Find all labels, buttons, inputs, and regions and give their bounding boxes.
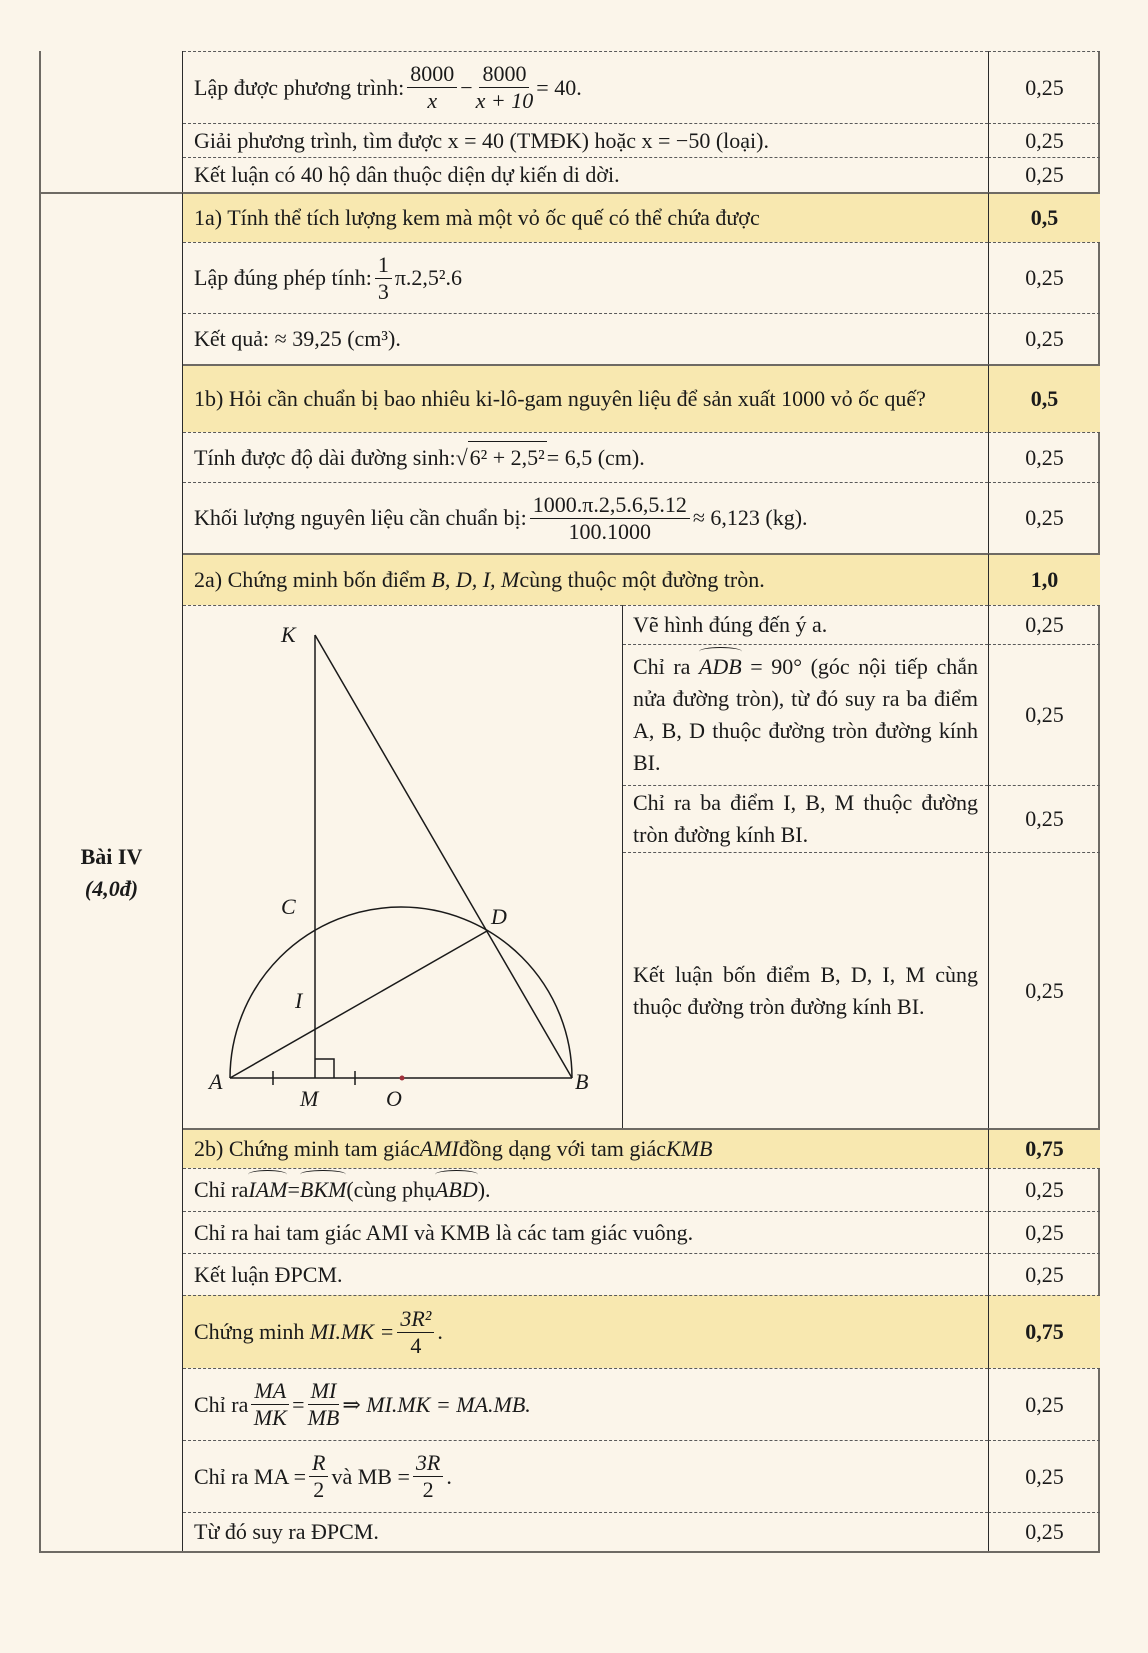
fraction: $\frac{1}{3}$ bbox=[375, 252, 392, 305]
part-2b-header: 2b) Chứng minh tam giác AMI đồng dạng với tam giác KMB bbox=[183, 1128, 988, 1168]
fraction: $\frac{8000}{x + 10}$ bbox=[475, 61, 534, 113]
segment-KB bbox=[315, 635, 572, 1078]
part-1b-header: 1b) Hỏi cần chuẩn bị bao nhiêu ki-lô-gam nguyên liệu để sản xuất 1000 vỏ ốc quế? bbox=[183, 364, 988, 432]
row-2a-conclusion: Kết luận bốn điểm B, D, I, M cùng thuộc đường tròn đường kính BI. bbox=[623, 852, 988, 1128]
row-conclusion: Kết luận có 40 hộ dân thuộc diện dự kiến di dời. bbox=[183, 157, 988, 192]
score: 0,25 bbox=[988, 1440, 1100, 1512]
section-title: Bài IV bbox=[80, 843, 143, 869]
fraction: $\frac{R}{2}$ bbox=[309, 1450, 328, 1503]
row-2c-ratio: Chỉ ra $\frac{MA}{MK}$ = $\frac{MI}{MB}$ ⇒ MI.MK = MA.MB. bbox=[183, 1368, 988, 1440]
label-B: B bbox=[575, 1069, 589, 1094]
label-C: C bbox=[281, 894, 296, 919]
score: 0,25 bbox=[988, 432, 1100, 482]
row-2c-conclusion: Từ đó suy ra ĐPCM. bbox=[183, 1512, 988, 1551]
part-2b-score: 0,75 bbox=[988, 1128, 1100, 1168]
part-1a-header: 1a) Tính thể tích lượng kem mà một vỏ ốc quế có thể chứa được bbox=[183, 192, 988, 242]
score: 0,25 bbox=[988, 313, 1100, 364]
score: 0,25 bbox=[988, 157, 1100, 192]
label-I: I bbox=[295, 988, 303, 1013]
fraction: $\frac{\text{3R²}}{4}$ bbox=[397, 1306, 434, 1359]
row-1b-slant: Tính được độ dài đường sinh: √ 6² + 2,5² = 6,5 (cm). bbox=[183, 432, 988, 482]
part-2c-score: 0,75 bbox=[988, 1295, 1100, 1368]
score: 0,25 bbox=[988, 51, 1100, 123]
score: 0,25 bbox=[988, 1512, 1100, 1551]
row-equation: Lập được phương trình: $\frac{8000}{x}$ − $\frac{8000}{x + 10}$ = 40. bbox=[183, 51, 988, 123]
section-label bbox=[41, 192, 183, 1551]
part-1a-score: 0,5 bbox=[988, 192, 1100, 242]
semicircle bbox=[230, 907, 572, 1078]
score: 0,25 bbox=[988, 1168, 1100, 1211]
grading-table bbox=[39, 51, 1100, 1553]
score: 0,25 bbox=[988, 605, 1100, 644]
geometry-diagram bbox=[183, 606, 623, 1127]
fraction: $\frac{3R}{2}$ bbox=[413, 1450, 443, 1503]
score: 0,25 bbox=[988, 123, 1100, 157]
part-2a-score: 1,0 bbox=[988, 553, 1100, 605]
row-1b-mass: Khối lượng nguyên liệu cần chuẩn bị: $\frac{1000.\pi.2,5.6,5.12}{100.1000}$ ≈ 6,123 (kg). bbox=[183, 482, 988, 553]
label-K: K bbox=[281, 622, 296, 647]
row-2b-angles: Chỉ ra IAM = BKM (cùng phụ ABD ). bbox=[183, 1168, 988, 1211]
score: 0,25 bbox=[988, 482, 1100, 553]
fraction: $\frac{MI}{MB}$ bbox=[307, 1378, 340, 1430]
score: 0,25 bbox=[988, 1368, 1100, 1440]
section-label-empty bbox=[41, 51, 183, 192]
label-O: O bbox=[386, 1086, 402, 1111]
score: 0,25 bbox=[988, 1211, 1100, 1253]
geometry-figure bbox=[183, 605, 623, 1128]
row-2a-angle: Chỉ ra ADB = 90° (góc nội tiếp chắn nửa đường tròn), từ đó suy ra ba điểm A, B, D thuộc đường tròn đường kính BI. bbox=[623, 644, 988, 785]
part-2c-header: Chứng minh MI.MK = $\frac{\text{3R²}}{4}$ . bbox=[183, 1295, 988, 1368]
row-1a-formula: Lập đúng phép tính: $\frac{1}{3}$ π.2,5².6 bbox=[183, 242, 988, 313]
score: 0,25 bbox=[988, 785, 1100, 852]
label-M: M bbox=[300, 1086, 319, 1111]
right-angle-mark bbox=[315, 1059, 334, 1078]
label-A: A bbox=[209, 1069, 223, 1094]
row-2a-ibm: Chỉ ra ba điểm I, B, M thuộc đường tròn đường kính BI. bbox=[623, 785, 988, 852]
row-2b-right: Chỉ ra hai tam giác AMI và KMB là các tam giác vuông. bbox=[183, 1211, 988, 1253]
row-2b-conclusion: Kết luận ĐPCM. bbox=[183, 1253, 988, 1295]
score: 0,25 bbox=[988, 242, 1100, 313]
part-1b-score: 0,5 bbox=[988, 364, 1100, 432]
section-points: (4,0đ) bbox=[84, 875, 139, 901]
row-solve: Giải phương trình, tìm được x = 40 (TMĐK) hoặc x = −50 (loại). bbox=[183, 123, 988, 157]
part-2a-header: 2a) Chứng minh bốn điểm B, D, I, M cùng thuộc một đường tròn. bbox=[183, 553, 988, 605]
fraction: $\frac{1000.\pi.2,5.6,5.12}{100.1000}$ bbox=[530, 492, 690, 545]
segment-AD bbox=[230, 931, 487, 1078]
score: 0,25 bbox=[988, 644, 1100, 785]
fraction: $\frac{MA}{MK}$ bbox=[251, 1378, 289, 1431]
center-point-O bbox=[400, 1076, 405, 1081]
row-2c-lengths: Chỉ ra MA = $\frac{R}{2}$ và MB = $\frac{3R}{2}$ . bbox=[183, 1440, 988, 1512]
row-2a-figure: Vẽ hình đúng đến ý a. bbox=[623, 605, 988, 644]
score: 0,25 bbox=[988, 852, 1100, 1128]
row-1a-result: Kết quả: ≈ 39,25 (cm³). bbox=[183, 313, 988, 364]
score: 0,25 bbox=[988, 1253, 1100, 1295]
label-D: D bbox=[491, 904, 507, 929]
fraction: $\frac{8000}{x}$ bbox=[407, 61, 457, 114]
